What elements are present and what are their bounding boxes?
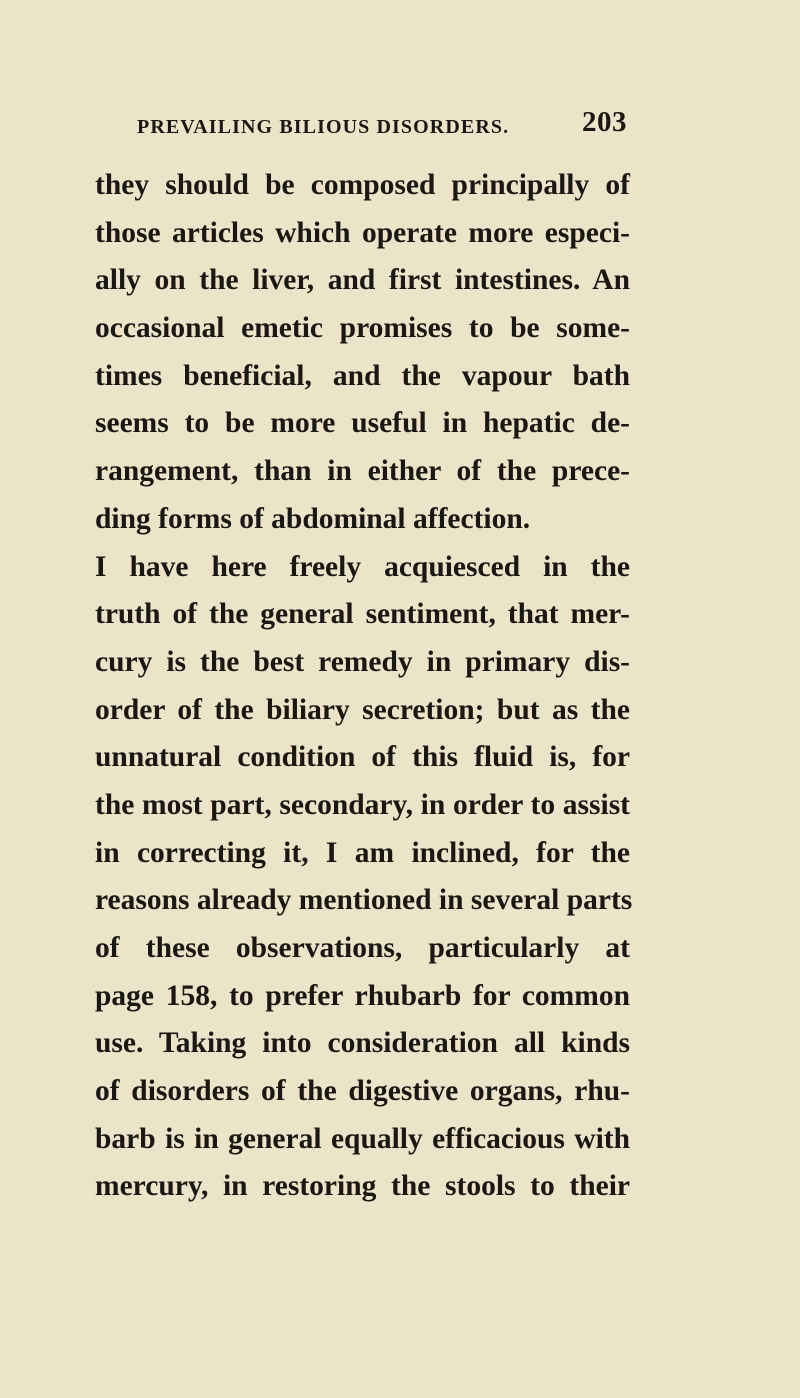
text-line: of these observations, particularly at — [95, 932, 630, 964]
text-line: in correcting it, I am inclined, for the — [95, 836, 630, 869]
text-line: use. Taking into consideration all kinds — [95, 1027, 630, 1060]
text-line: unnatural condition of this fluid is, for — [95, 741, 630, 774]
text-line: they should be composed principally of — [95, 169, 630, 201]
text-line: times beneficial, and the vapour bath — [95, 359, 630, 392]
text-line: I have here freely acquiesced in the — [95, 550, 630, 583]
text-line: reasons already mentioned in several parts — [95, 884, 633, 917]
text-line: those articles which operate more especi- — [95, 216, 630, 249]
text-line: truth of the general sentiment, that mer- — [95, 598, 630, 631]
text-line: ding forms of abdominal affection. — [95, 502, 531, 535]
text-line: ally on the liver, and first intestines. An — [95, 264, 630, 297]
text-line: order of the biliary secretion; but as the — [95, 693, 630, 726]
text-line: the most part, secondary, in order to assist — [95, 788, 630, 821]
running-title: PREVAILING BILIOUS DISORDERS. — [137, 116, 510, 138]
text-line: cury is the best remedy in primary dis- — [95, 645, 630, 678]
body-text — [95, 162, 633, 1211]
page-header — [137, 106, 627, 146]
page-number: 203 — [582, 106, 627, 138]
text-line: barb is in general equally efficacious with — [95, 1122, 630, 1155]
text-line: occasional emetic promises to be some- — [95, 312, 630, 345]
text-line: rangement, than in either of the prece- — [95, 455, 630, 488]
text-line: of disorders of the digestive organs, rhu- — [95, 1075, 630, 1108]
text-line: mercury, in restoring the stools to their — [95, 1170, 630, 1203]
text-line: seems to be more useful in hepatic de- — [95, 407, 630, 440]
text-line: page 158, to prefer rhubarb for common — [95, 979, 630, 1012]
